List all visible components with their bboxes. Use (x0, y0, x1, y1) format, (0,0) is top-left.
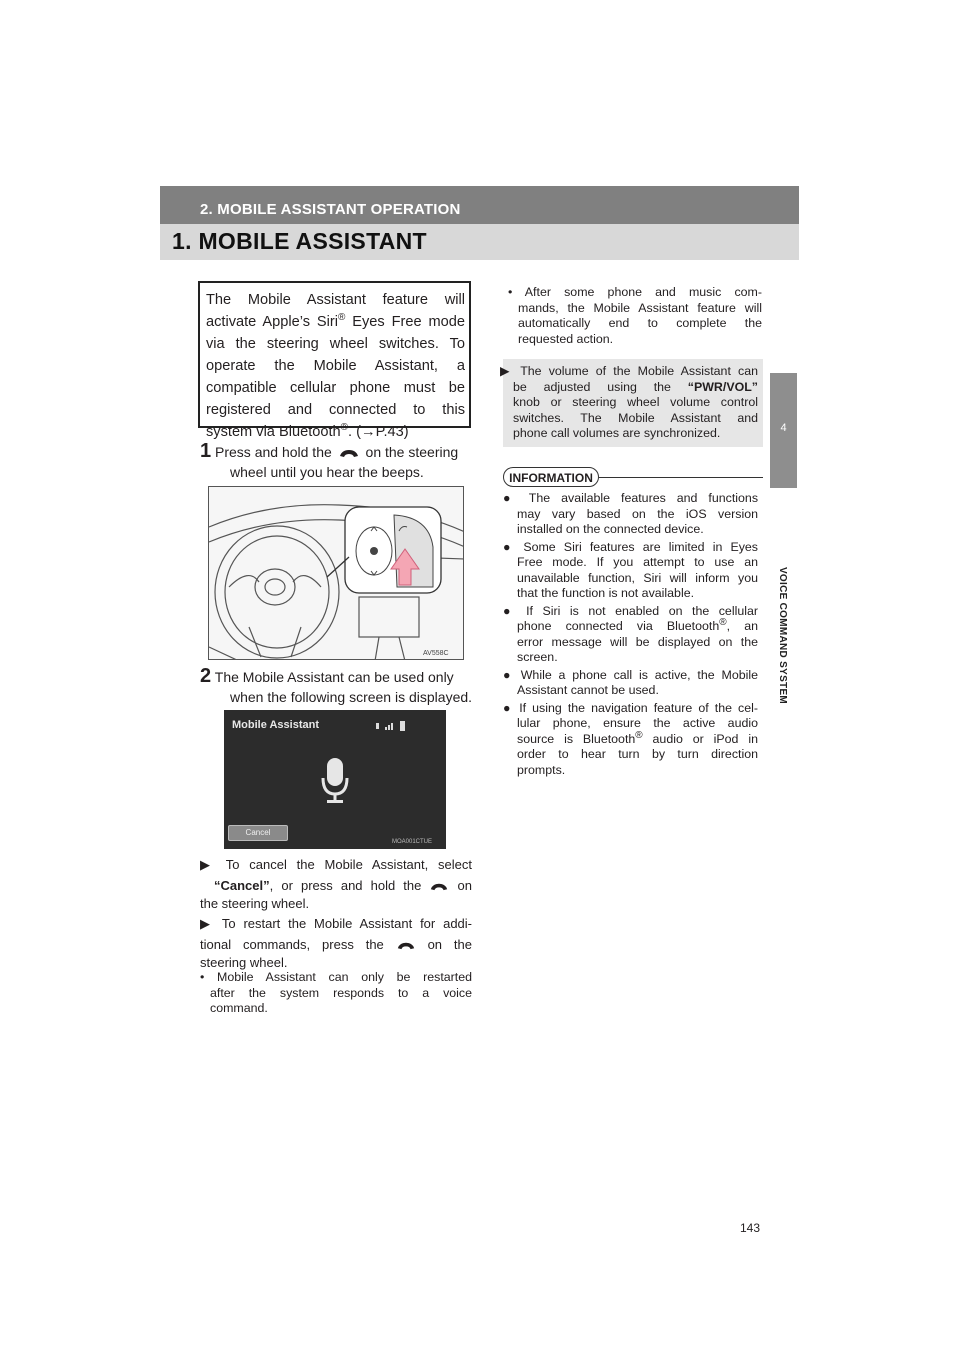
volume-note: ▶ The volume of the Mobile Assistant can be adjusted using the “PWR/VOL” knob or steering wheel volume control switches. The Mobile Assistant and phone call volumes are synchronized. (500, 364, 759, 440)
steering-wheel-illustration (209, 487, 464, 660)
bullet-marker: ▶ (500, 364, 514, 378)
section-label: 2. MOBILE ASSISTANT OPERATION (200, 201, 461, 218)
page-title: 1. MOBILE ASSISTANT (172, 228, 427, 254)
info-item: ● Some Siri features are limited in Eyes Free mode. If you attempt to use an unavailable function, Siri will inform you that the function is not available. (503, 539, 759, 600)
intro-line: system via Bluetooth®. (→P.43) (206, 422, 409, 440)
chapter-label: VOICE COMMAND SYSTEM (777, 566, 788, 705)
figure-code: MOA001CTUE (392, 839, 433, 845)
chapter-number: 4 (780, 422, 787, 434)
page-number: 143 (740, 1221, 761, 1235)
step-2-cont: when the following screen is displayed. (230, 689, 473, 705)
sub-line: • Mobile Assistant can only be restarted (200, 970, 472, 984)
information-rule (599, 477, 763, 478)
step-number: 1 (200, 440, 212, 462)
talk-switch-icon (396, 940, 416, 951)
info-item: ● If Siri is not enabled on the cellular phone connected via Bluetooth®, an error message will be displayed on the screen. (503, 603, 758, 664)
intro-line: activate Apple’s Siri® Eyes Free mode (206, 312, 465, 330)
step-1: 1 Press and hold the on the steering (200, 440, 459, 462)
info-item: ● The available features and functions may vary based on the iOS version installed on the connected device. (503, 491, 759, 536)
steering-wheel-figure (208, 486, 464, 660)
bullet-marker: ▶ (200, 857, 217, 872)
status-icons (374, 720, 414, 734)
mobile-assistant-screen (224, 710, 446, 849)
chapter-tab (770, 373, 797, 488)
info-item: ● If using the navigation feature of the cel- lular phone, ensure the active audio source is Bluetooth® audio or iPod in order to hear turn by turn direction prompts. (503, 700, 759, 777)
figure-code: AV558C (423, 650, 449, 657)
bullet-line: ▶ To restart the Mobile Assistant for addi- (200, 916, 472, 931)
step-number: 2 (200, 665, 212, 687)
bullet-line: the steering wheel. (200, 896, 310, 911)
microphone-icon (319, 756, 351, 806)
intro-line: compatible cellular phone must be (206, 380, 465, 396)
left-bullets (200, 855, 472, 1017)
information-list (503, 491, 758, 778)
step-2: 2 The Mobile Assistant can be used only (200, 665, 454, 687)
sub-line: after the system responds to a voice (210, 985, 472, 1000)
signal-battery-icon (374, 720, 414, 732)
intro-line: registered and connected to this (206, 402, 465, 418)
bullet-line: tional commands, press the on the (200, 936, 472, 952)
intro-line: operate the Mobile Assistant, a (206, 358, 465, 374)
bullet-marker: ▶ (200, 916, 215, 931)
sub-line: command. (210, 1001, 268, 1015)
talk-switch-icon (338, 447, 360, 459)
bullet-line: “Cancel”, or press and hold the on (214, 877, 472, 893)
intro-box (198, 281, 471, 440)
bullet-line: steering wheel. (200, 955, 288, 970)
information-label: INFORMATION (503, 467, 599, 487)
info-item: ● While a phone call is active, the Mobile Assistant cannot be used. (503, 667, 758, 697)
chapter-label-wrap (770, 490, 797, 795)
screen-title: Mobile Assistant (232, 719, 319, 731)
bullet-line: ▶ To cancel the Mobile Assistant, select (200, 857, 472, 872)
talk-switch-icon (429, 881, 449, 892)
step-1-cont: wheel until you hear the beeps. (230, 464, 424, 480)
intro-line: via the steering wheel switches. To (206, 336, 465, 352)
intro-line: The Mobile Assistant feature will (206, 292, 465, 308)
right-sub-note: • After some phone and music com- mands, the Mobile Assistant feature will automatically end to complete the requested action. (508, 285, 762, 346)
cancel-button[interactable]: Cancel (228, 825, 288, 841)
